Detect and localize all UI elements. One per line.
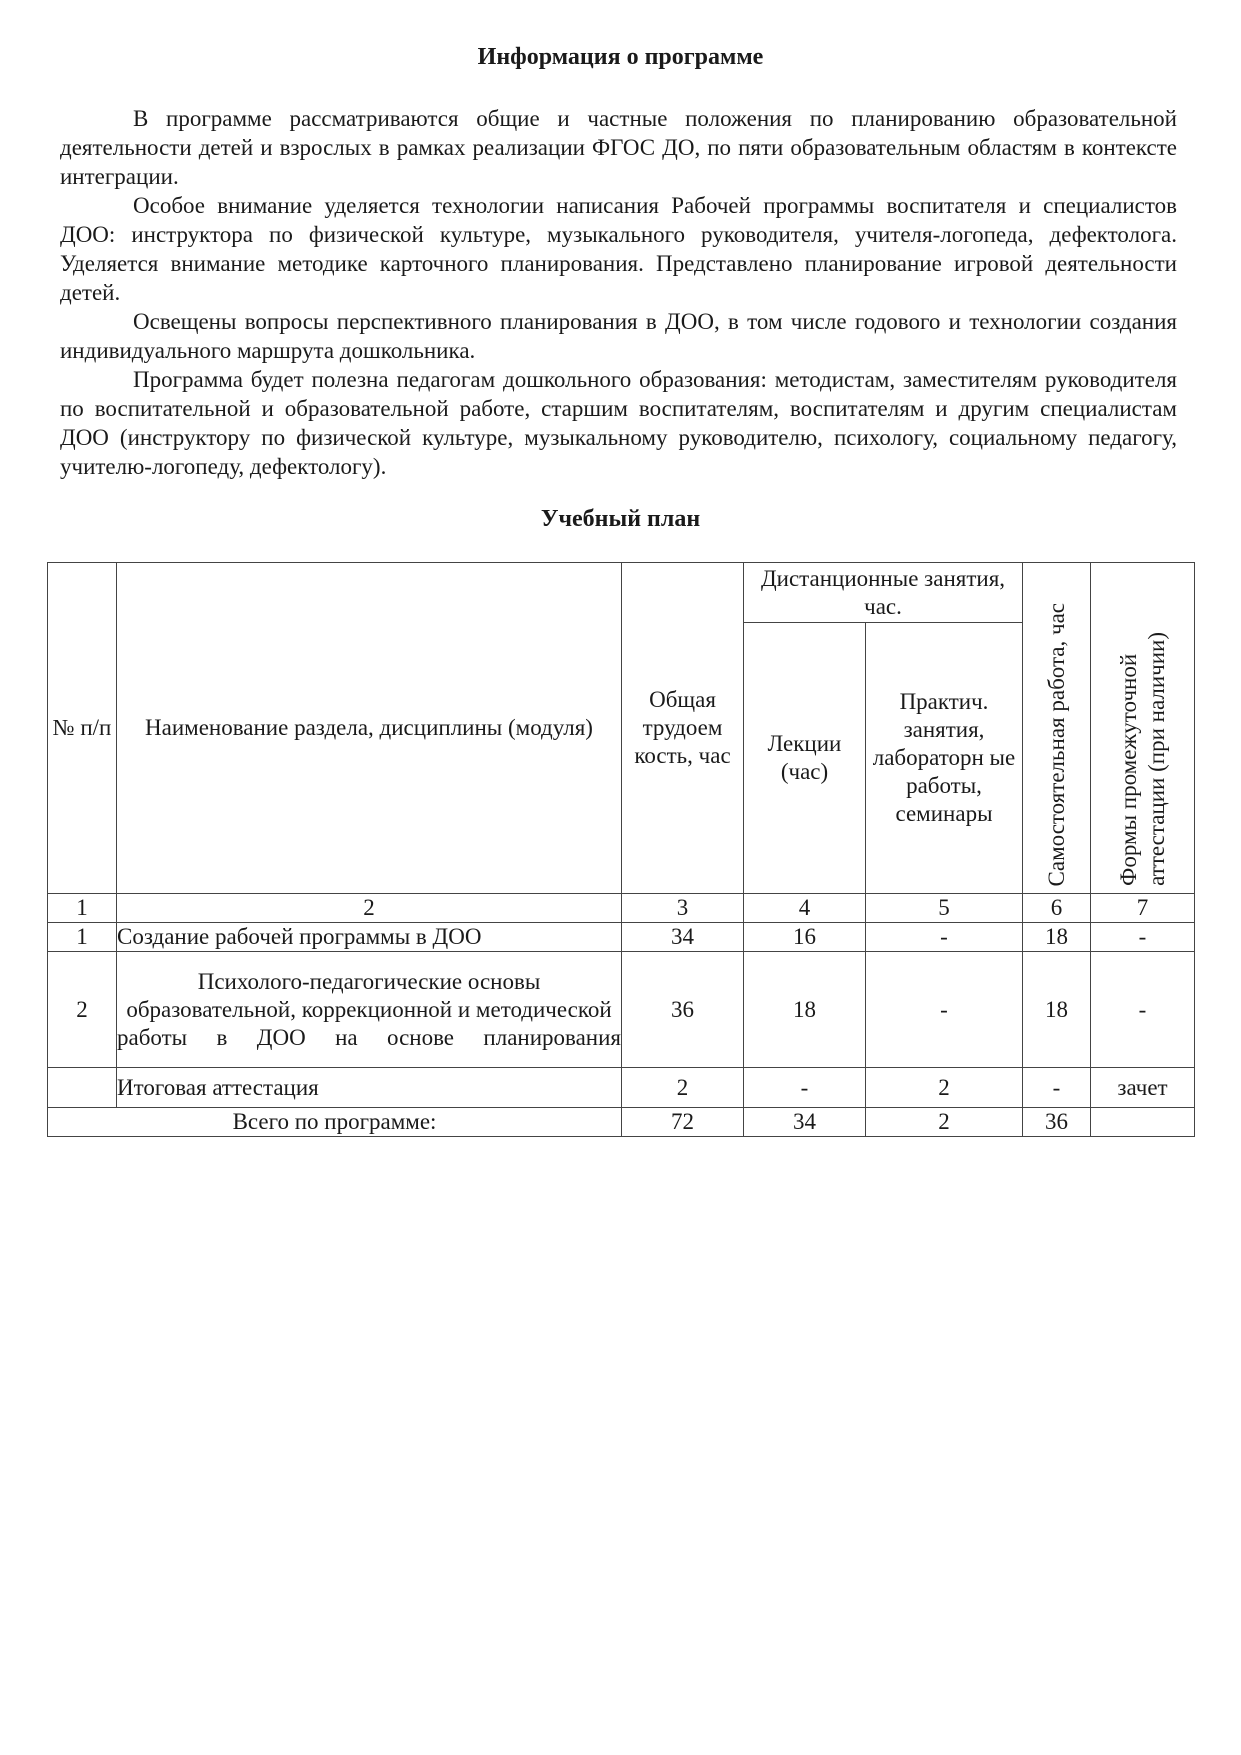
- column-number: 5: [866, 894, 1023, 923]
- plan-title: Учебный план: [540, 506, 701, 532]
- column-number: 3: [622, 894, 744, 923]
- total-practice: 2: [866, 1108, 1023, 1137]
- header-practice: Практич. занятия, лабораторн ые работы, семинары: [866, 623, 1023, 894]
- header-total: Общая трудоем кость, час: [622, 563, 744, 894]
- row-total: 2: [622, 1068, 744, 1108]
- table-row: [48, 952, 1195, 1068]
- row-lectures: 18: [744, 952, 866, 1068]
- column-number: 7: [1091, 894, 1195, 923]
- table-row: [48, 1068, 1195, 1108]
- header-distance: Дистанционные занятия, час.: [744, 563, 1023, 623]
- row-name: Итоговая аттестация: [117, 1068, 622, 1108]
- row-num: 2: [48, 952, 117, 1068]
- header-self-work: Самостоятельная работа, час: [1023, 563, 1091, 894]
- column-number-row: [48, 894, 1195, 923]
- row-self-work: 18: [1023, 952, 1091, 1068]
- row-practice: -: [866, 923, 1023, 952]
- info-paragraph: Освещены вопросы перспективного планирования в ДОО, в том числе годового и технологии создания индивидуального маршрута дошкольника.: [60, 309, 1177, 363]
- info-text: [60, 104, 1177, 481]
- header-name: Наименование раздела, дисциплины (модуля): [117, 563, 622, 894]
- info-paragraph: В программе рассматриваются общие и частные положения по планированию образовательной деятельности детей и взрослых в рамках реализации ФГОС ДО, по пяти образовательным областям в контексте интеграции.: [60, 106, 1177, 189]
- info-paragraph: Особое внимание уделяется технологии написания Рабочей программы воспитателя и специалистов ДОО: инструктора по физической культуре, музыкального руководителя, учителя-логопеда, дефектолога. Уделяется внимание методике карточного планирования. Представлено планирование игровой деятельности детей.: [60, 193, 1177, 305]
- row-attestation: -: [1091, 952, 1195, 1068]
- header-attestation: Формы промежуточной аттестации (при наличии): [1091, 563, 1195, 894]
- header-lectures: Лекции (час): [744, 623, 866, 894]
- column-number: 4: [744, 894, 866, 923]
- row-name: Психолого-педагогические основы образовательной, коррекционной и методической работы в ДОО на основе планирования: [117, 952, 622, 1068]
- row-total: 36: [622, 952, 744, 1068]
- row-name: Создание рабочей программы в ДОО: [117, 923, 622, 952]
- column-number: 1: [48, 894, 117, 923]
- info-title: Информация о программе: [477, 44, 764, 70]
- total-self-work: 36: [1023, 1108, 1091, 1137]
- row-num: [48, 1068, 117, 1108]
- total-row: [48, 1108, 1195, 1137]
- table-row: [48, 923, 1195, 952]
- study-plan-table: [47, 562, 1195, 1137]
- header-row: [48, 563, 1195, 623]
- total-lectures: 34: [744, 1108, 866, 1137]
- header-num: № п/п: [48, 563, 117, 894]
- total-hours: 72: [622, 1108, 744, 1137]
- row-lectures: -: [744, 1068, 866, 1108]
- total-attestation: [1091, 1108, 1195, 1137]
- column-number: 6: [1023, 894, 1091, 923]
- row-self-work: 18: [1023, 923, 1091, 952]
- row-practice: 2: [866, 1068, 1023, 1108]
- info-paragraph: Программа будет полезна педагогам дошкольного образования: методистам, заместителям руководителя по воспитательной и образовательной работе, старшим воспитателям, воспитателям и другим специалистам ДОО (инструктору по физической культуре, музыкальному руководителю, психологу, социальному педагогу, учителю-логопеду, дефектологу).: [60, 367, 1177, 479]
- row-self-work: -: [1023, 1068, 1091, 1108]
- row-practice: -: [866, 952, 1023, 1068]
- row-lectures: 16: [744, 923, 866, 952]
- total-label: Всего по программе:: [48, 1108, 622, 1137]
- row-total: 34: [622, 923, 744, 952]
- row-attestation: -: [1091, 923, 1195, 952]
- column-number: 2: [117, 894, 622, 923]
- row-num: 1: [48, 923, 117, 952]
- row-attestation: зачет: [1091, 1068, 1195, 1108]
